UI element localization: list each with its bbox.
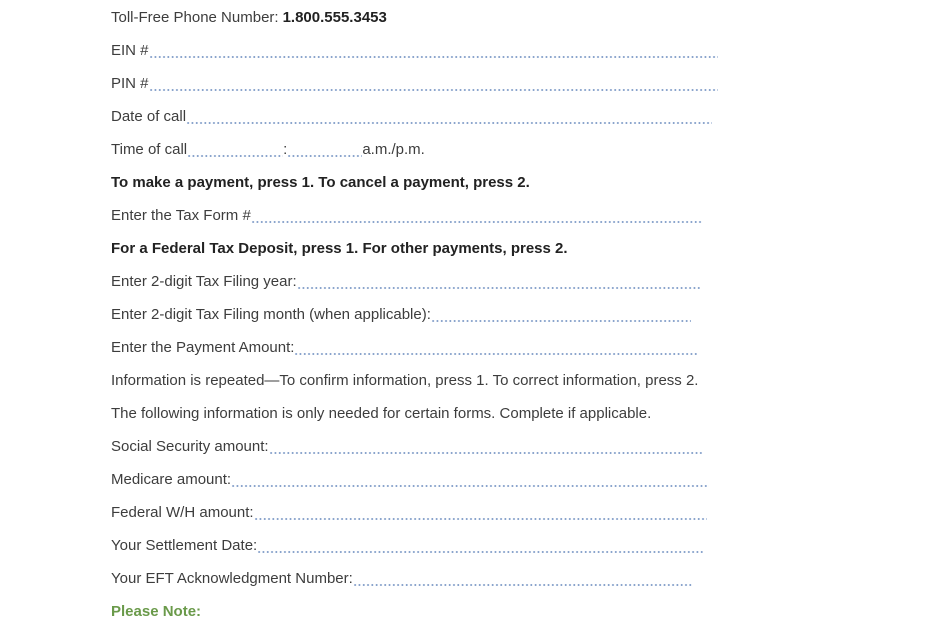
medicare-field[interactable] [111,469,791,502]
time-separator: : [283,141,288,158]
tax-year-field[interactable] [111,271,791,304]
phone-payment-worksheet [111,7,791,634]
social-security-field[interactable] [111,436,791,469]
social-security-fill-line[interactable] [269,452,703,454]
following-info-text: The following information is only needed for certain forms. Complete if applicable. [111,405,652,422]
phone-number-line [111,7,791,40]
tax-month-fill-line[interactable] [431,320,691,322]
time-minutes-fill-line[interactable] [287,155,362,157]
federal-wh-label: Federal W/H amount: [111,504,254,521]
info-repeated-text: Information is repeated—To confirm information, press 1. To correct information, press 2. [111,372,699,389]
tax-form-fill-line[interactable] [251,221,703,223]
ein-fill-line[interactable] [149,56,718,58]
payment-amount-field[interactable] [111,337,791,370]
ein-field[interactable] [111,40,791,73]
tax-month-field[interactable] [111,304,791,337]
pin-label: PIN # [111,75,149,92]
time-of-call-field[interactable] [111,139,791,172]
deposit-instruction-text: For a Federal Tax Deposit, press 1. For other payments, press 2. [111,240,568,257]
tax-form-field[interactable] [111,205,791,238]
please-note-heading [111,601,791,634]
phone-number-value: 1.800.555.3453 [282,9,387,26]
tax-month-label: Enter 2-digit Tax Filing month (when applicable): [111,306,431,323]
medicare-label: Medicare amount: [111,471,232,488]
settlement-date-fill-line[interactable] [257,551,704,553]
tax-year-label: Enter 2-digit Tax Filing year: [111,273,297,290]
payment-instruction [111,172,791,205]
federal-wh-fill-line[interactable] [254,518,707,520]
medicare-fill-line[interactable] [231,485,709,487]
eft-ack-label: Your EFT Acknowledgment Number: [111,570,353,587]
date-of-call-fill-line[interactable] [186,122,712,124]
phone-number-label: Toll-Free Phone Number: [111,9,279,26]
info-repeated-line [111,370,791,403]
am-pm-label: a.m./p.m. [362,141,425,158]
payment-instruction-text: To make a payment, press 1. To cancel a payment, press 2. [111,174,530,191]
settlement-date-label: Your Settlement Date: [111,537,258,554]
federal-wh-field[interactable] [111,502,791,535]
deposit-instruction [111,238,791,271]
payment-amount-fill-line[interactable] [294,353,698,355]
pin-fill-line[interactable] [149,89,718,91]
tax-form-label: Enter the Tax Form # [111,207,251,224]
following-info-line [111,403,791,436]
eft-ack-fill-line[interactable] [353,584,693,586]
date-of-call-field[interactable] [111,106,791,139]
eft-ack-field[interactable] [111,568,791,601]
settlement-date-field[interactable] [111,535,791,568]
date-of-call-label: Date of call [111,108,187,125]
ein-label: EIN # [111,42,149,59]
pin-field[interactable] [111,73,791,106]
tax-year-fill-line[interactable] [297,287,701,289]
payment-amount-label: Enter the Payment Amount: [111,339,295,356]
time-hours-fill-line[interactable] [187,155,283,157]
please-note-text: Please Note: [111,603,202,620]
social-security-label: Social Security amount: [111,438,269,455]
time-of-call-label: Time of call [111,141,188,158]
